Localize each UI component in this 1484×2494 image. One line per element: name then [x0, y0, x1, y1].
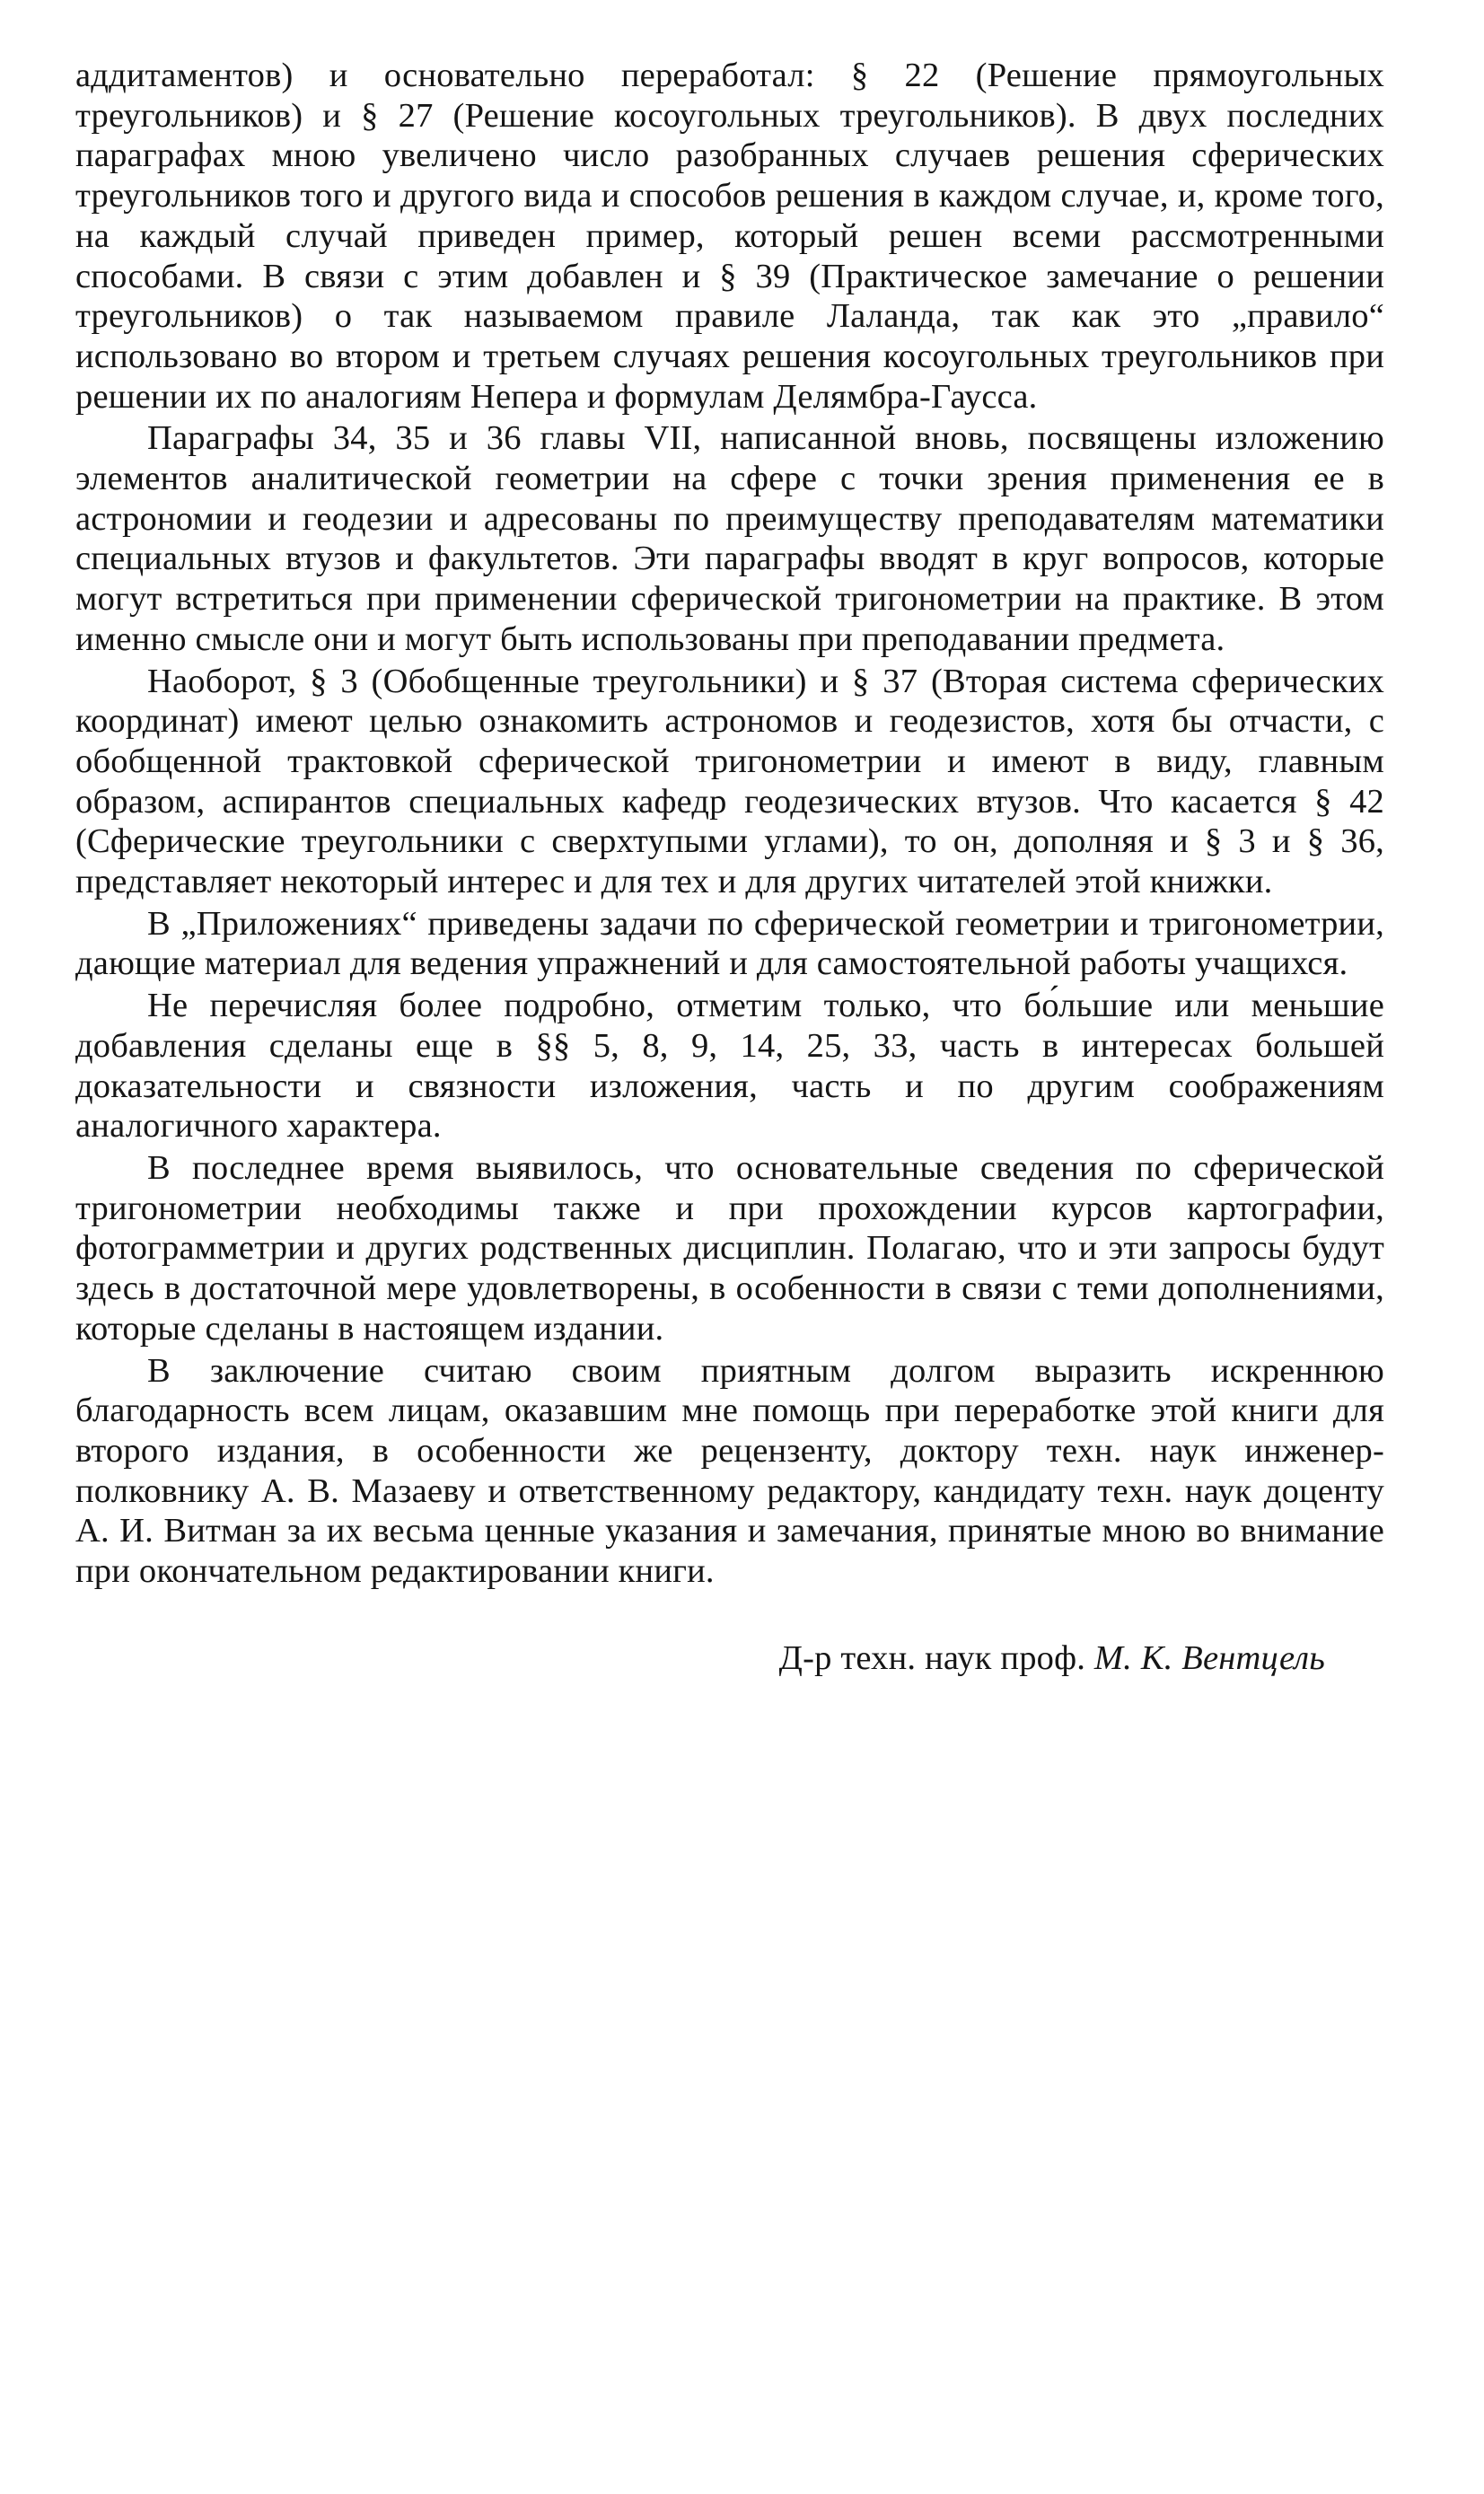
document-page [75, 56, 1384, 1678]
paragraph-4: В „Приложениях“ приведены задачи по сферической геометрии и тригонометрии, дающие материал для ведения упражнений и для самостоятельной работы учащихся. [75, 904, 1384, 983]
paragraph-3: Наоборот, § 3 (Обобщенные треугольники) и § 37 (Вторая система сферических координат) имеют целью ознакомить астрономов и геодезистов, хотя бы отчасти, с обобщенной трактовкой сферической тригонометрии и имеют в виду, главным образом, аспирантов специальных кафедр геодезических втузов. Что касается § 42 (Сферические треугольники с сверхтупыми углами), то он, дополняя и § 3 и § 36, представляет некоторый интерес и для тех и для других читателей этой книжки. [75, 662, 1384, 901]
paragraph-2: Параграфы 34, 35 и 36 главы VII, написанной вновь, посвящены изложению элементов аналитической геометрии на сфере с точки зрения применения ее в астрономии и геодезии и адресованы по преимуществу преподавателям математики специальных втузов и факультетов. Эти параграфы вводят в круг вопросов, которые могут встретиться при применении сферической тригонометрии на практике. В этом именно смысле они и могут быть использованы при преподавании предмета. [75, 419, 1384, 658]
signature-title: Д-р техн. наук проф. [778, 1638, 1086, 1677]
paragraph-7: В заключение считаю своим приятным долгом выразить искреннюю благодарность всем лицам, оказавшим мне помощь при переработке этой книги для второго издания, в особенности же рецензенту, доктору техн. наук инженер-полковнику А. В. Мазаеву и ответственному редактору, кандидату техн. наук доценту А. И. Витман за их весьма ценные указания и замечания, принятые мною во внимание при окончательном редактировании книги. [75, 1351, 1384, 1591]
paragraph-5: Не перечисляя более подробно, отметим только, что бо́льшие или меньшие добавления сделаны еще в §§ 5, 8, 9, 14, 25, 33, часть в интересах большей доказательности и связности изложения, часть и по другим соображениям аналогичного характера. [75, 987, 1384, 1146]
author-signature [75, 1638, 1384, 1679]
paragraph-6: В последнее время выявилось, что основательные сведения по сферической тригонометрии необходимы также и при прохождении курсов картографии, фотограмметрии и других родственных дисциплин. Полагаю, что и эти запросы будут здесь в достаточной мере удовлетворены, в особенности в связи с теми дополнениями, которые сделаны в настоящем издании. [75, 1148, 1384, 1348]
paragraph-1: аддитаментов) и основательно переработал: § 22 (Решение прямоугольных треугольников) и § 27 (Решение косоугольных треугольников). В двух последних параграфах мною увеличено число разобранных случаев решения сферических треугольников того и другого вида и способов решения в каждом случае, и, кроме того, на каждый случай приведен пример, который решен всеми рассмотренными способами. В связи с этим добавлен и § 39 (Практическое замечание о решении треугольников) о так называемом правиле Лаланда, так как это „правило“ использовано во втором и третьем случаях решения косоугольных треугольников при решении их по аналогиям Непера и формулам Делямбра-Гаусса. [75, 57, 1384, 416]
signature-name: М. К. Вентцель [1093, 1638, 1325, 1677]
